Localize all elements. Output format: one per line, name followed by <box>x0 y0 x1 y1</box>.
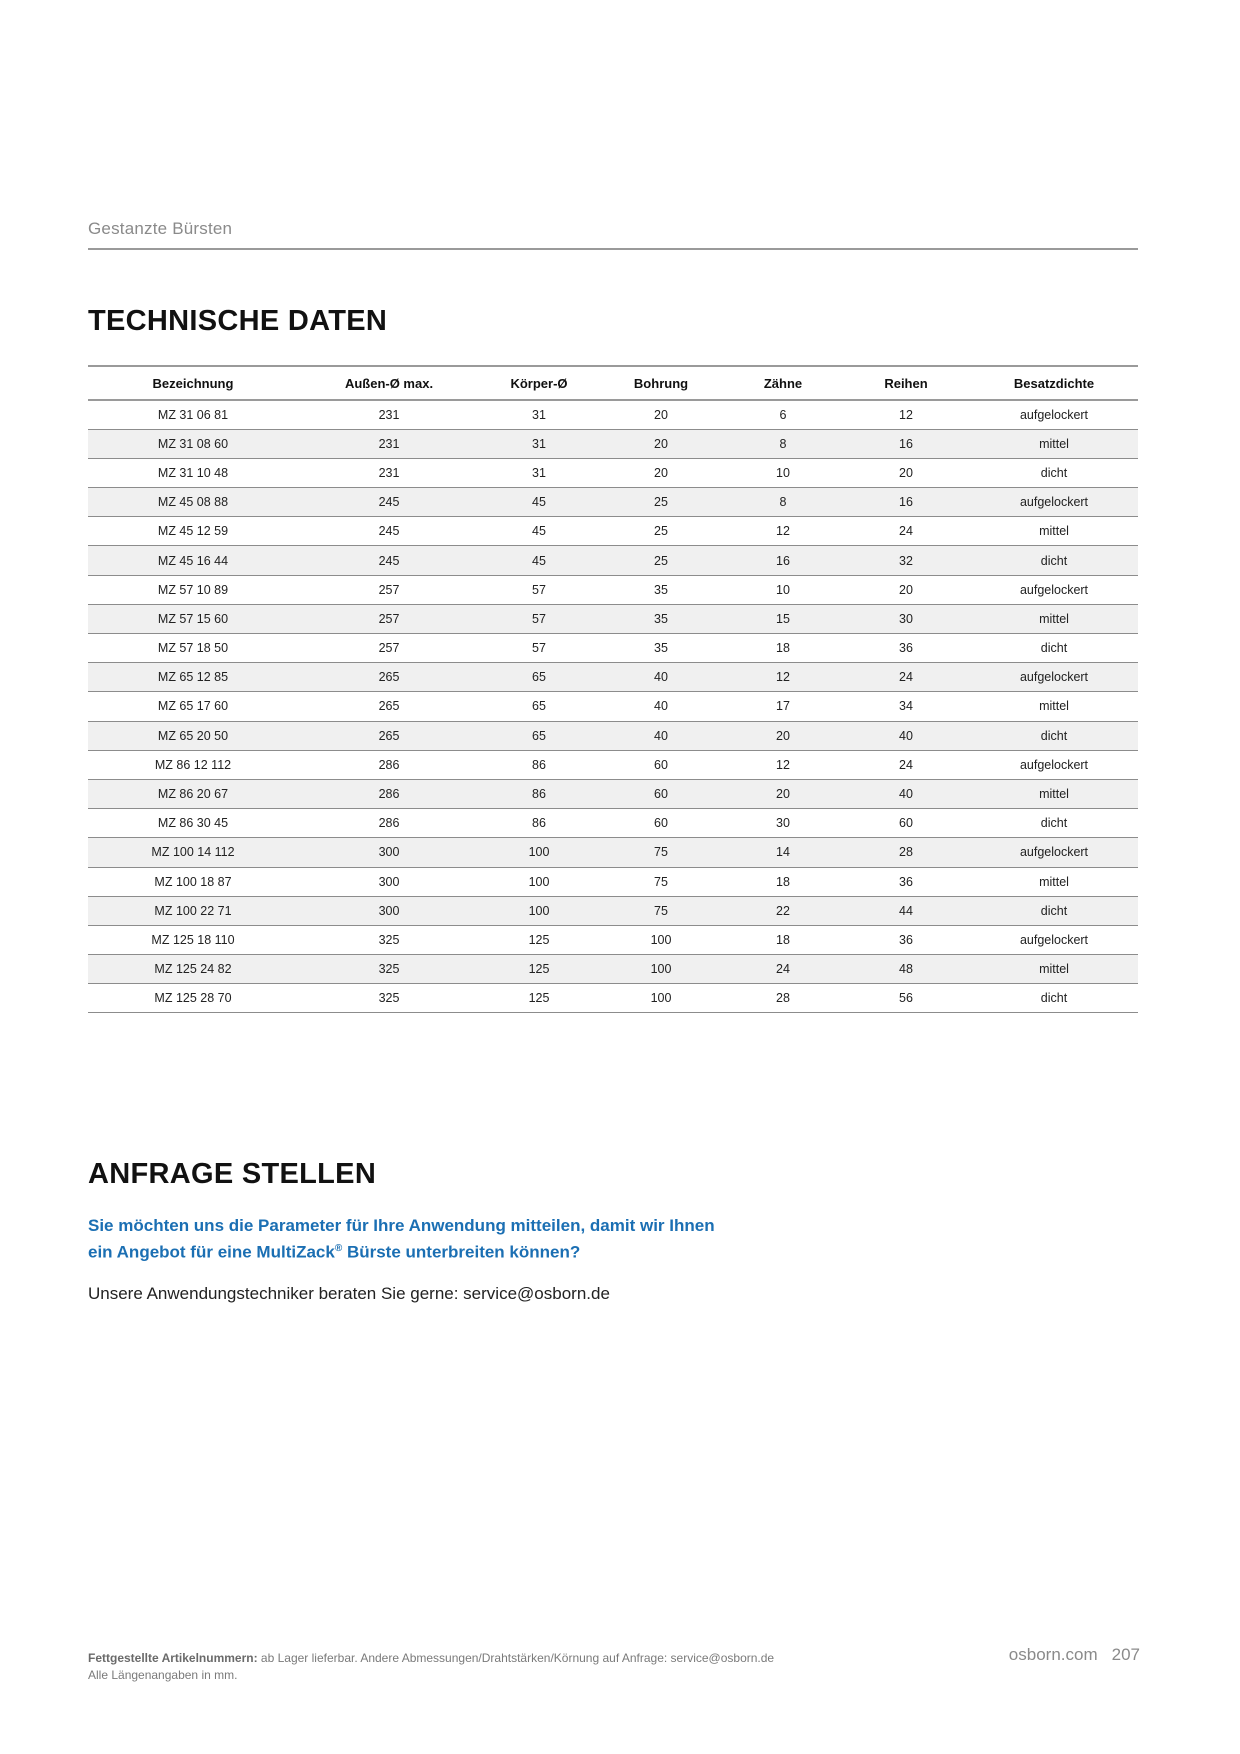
table-cell: dicht <box>970 634 1138 663</box>
table-cell: 65 <box>480 692 598 721</box>
table-cell: 257 <box>298 634 480 663</box>
column-header: Bezeichnung <box>88 366 298 400</box>
table-cell: dicht <box>970 984 1138 1013</box>
table-cell: 20 <box>842 575 970 604</box>
footnote-line-2: Alle Längenangaben in mm. <box>88 1668 238 1682</box>
table-cell: MZ 57 10 89 <box>88 575 298 604</box>
table-cell: 8 <box>724 429 842 458</box>
table-cell: 45 <box>480 488 598 517</box>
table-cell: 36 <box>842 925 970 954</box>
table-cell: 125 <box>480 925 598 954</box>
table-row <box>88 546 1138 575</box>
table-cell: MZ 57 15 60 <box>88 604 298 633</box>
table-cell: 45 <box>480 517 598 546</box>
table-row <box>88 634 1138 663</box>
table-row <box>88 663 1138 692</box>
site-link[interactable]: osborn.com <box>1008 1645 1098 1664</box>
table-cell: 325 <box>298 984 480 1013</box>
table-cell: mittel <box>970 429 1138 458</box>
table-cell: 45 <box>480 546 598 575</box>
table-cell: aufgelockert <box>970 663 1138 692</box>
table-cell: aufgelockert <box>970 400 1138 429</box>
table-cell: 86 <box>480 779 598 808</box>
table-cell: aufgelockert <box>970 838 1138 867</box>
table-cell: MZ 31 06 81 <box>88 400 298 429</box>
technical-data-table <box>88 365 1138 1013</box>
table-cell: MZ 65 12 85 <box>88 663 298 692</box>
table-cell: 6 <box>724 400 842 429</box>
table-cell: MZ 125 24 82 <box>88 955 298 984</box>
table-cell: 24 <box>842 663 970 692</box>
table-cell: 34 <box>842 692 970 721</box>
table-cell: 86 <box>480 809 598 838</box>
table-cell: 12 <box>724 663 842 692</box>
table-cell: 40 <box>598 692 724 721</box>
page-footer <box>995 1645 1140 1665</box>
table-cell: 24 <box>842 517 970 546</box>
lead-line-2-start: ein Angebot für eine MultiZack <box>88 1242 335 1262</box>
footnote-text: ab Lager lieferbar. Andere Abmessungen/Drahtstärken/Körnung auf Anfrage: service@osborn.de <box>257 1651 775 1665</box>
table-cell: MZ 100 18 87 <box>88 867 298 896</box>
table-cell: 40 <box>842 721 970 750</box>
table-cell: 24 <box>724 955 842 984</box>
column-header: Körper-Ø <box>480 366 598 400</box>
table-cell: MZ 86 12 112 <box>88 750 298 779</box>
contact-text: Unsere Anwendungstechniker beraten Sie gerne: service@osborn.de <box>88 1284 610 1303</box>
table-cell: dicht <box>970 721 1138 750</box>
table-cell: 28 <box>724 984 842 1013</box>
table-cell: 245 <box>298 517 480 546</box>
table-row <box>88 955 1138 984</box>
table-cell: MZ 100 22 71 <box>88 896 298 925</box>
table-cell: MZ 86 20 67 <box>88 779 298 808</box>
table-cell: MZ 45 16 44 <box>88 546 298 575</box>
header-divider <box>88 248 1138 250</box>
table-row <box>88 488 1138 517</box>
column-header: Bohrung <box>598 366 724 400</box>
column-header: Zähne <box>724 366 842 400</box>
table-cell: mittel <box>970 867 1138 896</box>
table-row <box>88 779 1138 808</box>
table-cell: 60 <box>598 750 724 779</box>
table-row <box>88 984 1138 1013</box>
table-cell: MZ 125 28 70 <box>88 984 298 1013</box>
section-label: Gestanzte Bürsten <box>88 219 233 238</box>
table-cell: 12 <box>724 750 842 779</box>
table-cell: 40 <box>598 663 724 692</box>
table-cell: 25 <box>598 488 724 517</box>
page-number: 207 <box>1111 1645 1140 1664</box>
table-row <box>88 692 1138 721</box>
table-cell: dicht <box>970 546 1138 575</box>
table-row <box>88 400 1138 429</box>
table-cell: 17 <box>724 692 842 721</box>
table-cell: 16 <box>842 488 970 517</box>
table-cell: 100 <box>480 867 598 896</box>
table-cell: mittel <box>970 779 1138 808</box>
table-cell: 20 <box>842 458 970 487</box>
table-cell: 20 <box>724 779 842 808</box>
table-cell: 20 <box>598 400 724 429</box>
table-cell: 60 <box>842 809 970 838</box>
table-cell: mittel <box>970 604 1138 633</box>
table-cell: 30 <box>724 809 842 838</box>
table-cell: 245 <box>298 488 480 517</box>
table-cell: MZ 65 17 60 <box>88 692 298 721</box>
table-cell: MZ 45 12 59 <box>88 517 298 546</box>
registered-mark: ® <box>334 1243 343 1254</box>
table-cell: 57 <box>480 634 598 663</box>
table-cell: dicht <box>970 896 1138 925</box>
table-cell: 86 <box>480 750 598 779</box>
table-cell: 36 <box>842 867 970 896</box>
table-cell: 125 <box>480 955 598 984</box>
table-cell: MZ 100 14 112 <box>88 838 298 867</box>
table-row <box>88 517 1138 546</box>
table-cell: 10 <box>724 458 842 487</box>
table-cell: 57 <box>480 575 598 604</box>
table-cell: 300 <box>298 867 480 896</box>
table-cell: 231 <box>298 400 480 429</box>
table-cell: MZ 45 08 88 <box>88 488 298 517</box>
table-cell: aufgelockert <box>970 925 1138 954</box>
table-cell: 65 <box>480 663 598 692</box>
table-cell: 231 <box>298 429 480 458</box>
table-cell: 265 <box>298 721 480 750</box>
table-cell: 325 <box>298 955 480 984</box>
table-body <box>88 400 1138 1013</box>
table-cell: 35 <box>598 604 724 633</box>
column-header: Außen-Ø max. <box>298 366 480 400</box>
table-cell: 18 <box>724 867 842 896</box>
table-cell: 60 <box>598 779 724 808</box>
table-cell: 20 <box>598 429 724 458</box>
table-cell: 75 <box>598 896 724 925</box>
table-cell: 12 <box>842 400 970 429</box>
table-cell: 8 <box>724 488 842 517</box>
table-cell: MZ 125 18 110 <box>88 925 298 954</box>
table-cell: 31 <box>480 458 598 487</box>
table-cell: 36 <box>842 634 970 663</box>
table-cell: 31 <box>480 400 598 429</box>
table-cell: 231 <box>298 458 480 487</box>
table-cell: mittel <box>970 692 1138 721</box>
column-header: Besatzdichte <box>970 366 1138 400</box>
inquiry-lead-text <box>88 1214 808 1264</box>
technical-data-heading: TECHNISCHE DATEN <box>88 305 388 337</box>
table-cell: 10 <box>724 575 842 604</box>
table-cell: 100 <box>480 838 598 867</box>
table-row <box>88 750 1138 779</box>
table-cell: 257 <box>298 575 480 604</box>
table-cell: 300 <box>298 896 480 925</box>
table-cell: aufgelockert <box>970 488 1138 517</box>
table-header-row <box>88 366 1138 400</box>
table-cell: 25 <box>598 517 724 546</box>
table-cell: mittel <box>970 955 1138 984</box>
table-cell: 100 <box>598 925 724 954</box>
table-cell: dicht <box>970 809 1138 838</box>
table-cell: 20 <box>724 721 842 750</box>
table-row <box>88 925 1138 954</box>
table-cell: 31 <box>480 429 598 458</box>
table-cell: 18 <box>724 925 842 954</box>
table-row <box>88 721 1138 750</box>
table-cell: MZ 65 20 50 <box>88 721 298 750</box>
table-cell: 65 <box>480 721 598 750</box>
table-cell: aufgelockert <box>970 750 1138 779</box>
table-cell: 24 <box>842 750 970 779</box>
table-row <box>88 809 1138 838</box>
table-cell: 75 <box>598 867 724 896</box>
table-cell: 12 <box>724 517 842 546</box>
table-cell: 16 <box>724 546 842 575</box>
table-cell: 48 <box>842 955 970 984</box>
table-cell: 14 <box>724 838 842 867</box>
table-cell: dicht <box>970 458 1138 487</box>
table-cell: 32 <box>842 546 970 575</box>
table-cell: 57 <box>480 604 598 633</box>
table-cell: 245 <box>298 546 480 575</box>
table-cell: 286 <box>298 809 480 838</box>
table-cell: 28 <box>842 838 970 867</box>
table-cell: MZ 57 18 50 <box>88 634 298 663</box>
table-row <box>88 896 1138 925</box>
column-header: Reihen <box>842 366 970 400</box>
table-cell: 16 <box>842 429 970 458</box>
table-cell: 40 <box>598 721 724 750</box>
table-cell: 25 <box>598 546 724 575</box>
table-cell: 30 <box>842 604 970 633</box>
table-cell: 35 <box>598 575 724 604</box>
table-cell: aufgelockert <box>970 575 1138 604</box>
table-row <box>88 429 1138 458</box>
footnote-bold: Fettgestellte Artikelnummern: <box>88 1651 258 1665</box>
lead-line-2-end: Bürste unterbreiten können? <box>342 1242 581 1262</box>
table-cell: mittel <box>970 517 1138 546</box>
table-cell: 265 <box>298 692 480 721</box>
table-cell: 75 <box>598 838 724 867</box>
table-cell: 40 <box>842 779 970 808</box>
table-cell: 100 <box>598 984 724 1013</box>
table-cell: 286 <box>298 779 480 808</box>
table-cell: 35 <box>598 634 724 663</box>
table-cell: 125 <box>480 984 598 1013</box>
table-cell: 22 <box>724 896 842 925</box>
table-cell: 265 <box>298 663 480 692</box>
table-cell: 56 <box>842 984 970 1013</box>
table-cell: 18 <box>724 634 842 663</box>
table-row <box>88 838 1138 867</box>
table-cell: MZ 86 30 45 <box>88 809 298 838</box>
table-row <box>88 604 1138 633</box>
footnote <box>88 1650 774 1684</box>
table-cell: 20 <box>598 458 724 487</box>
lead-line-1: Sie möchten uns die Parameter für Ihre Anwendung mitteilen, damit wir Ihnen <box>88 1216 715 1235</box>
table-cell: 300 <box>298 838 480 867</box>
table-cell: 100 <box>480 896 598 925</box>
table-cell: 286 <box>298 750 480 779</box>
table-cell: 15 <box>724 604 842 633</box>
table-cell: MZ 31 10 48 <box>88 458 298 487</box>
table-cell: 100 <box>598 955 724 984</box>
table-row <box>88 575 1138 604</box>
table-row <box>88 458 1138 487</box>
table-cell: 257 <box>298 604 480 633</box>
inquiry-heading: ANFRAGE STELLEN <box>88 1158 377 1190</box>
table-cell: 60 <box>598 809 724 838</box>
table-cell: 325 <box>298 925 480 954</box>
table-row <box>88 867 1138 896</box>
table-cell: 44 <box>842 896 970 925</box>
table-cell: MZ 31 08 60 <box>88 429 298 458</box>
